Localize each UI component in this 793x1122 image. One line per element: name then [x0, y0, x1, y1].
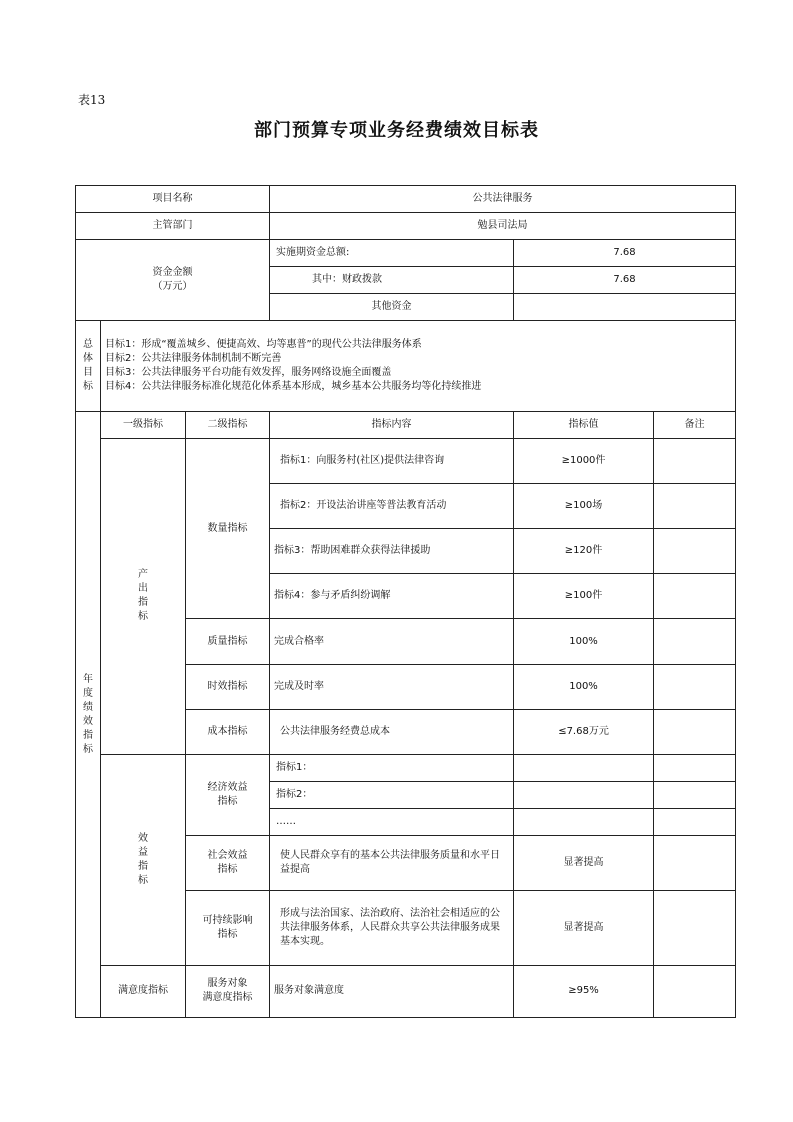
funds-other-label: 其他资金	[270, 294, 514, 321]
indicator-value	[514, 781, 654, 808]
performance-target-table	[75, 185, 736, 1018]
satisfaction-indicator-label: 满意度指标	[101, 965, 186, 1017]
funds-total-label: 实施期资金总额:	[270, 240, 514, 267]
indicator-value: ≥100件	[514, 574, 654, 619]
indicator-content: 指标2：开设法治讲座等普法教育活动	[270, 484, 514, 529]
indicator-content: 指标4：参与矛盾纠纷调解	[270, 574, 514, 619]
table-row	[76, 439, 736, 484]
indicator-value	[514, 754, 654, 781]
indicator-note	[654, 754, 736, 781]
overall-target-item: 目标2：公共法律服务体制机制不断完善	[105, 353, 282, 365]
indicator-note	[654, 664, 736, 709]
project-name-value: 公共法律服务	[270, 186, 736, 213]
timeliness-indicator-label: 时效指标	[186, 664, 270, 709]
overall-target-item: 目标1：形成“覆盖城乡、便捷高效、均等惠普”的现代公共法律服务体系	[105, 339, 422, 351]
header-level1: 一级指标	[101, 412, 186, 439]
social-label-line1: 社会效益	[207, 849, 248, 861]
funds-fiscal-label: 其中：财政拨款	[270, 267, 514, 294]
indicator-note	[654, 890, 736, 965]
table-number: 表13	[78, 93, 106, 107]
social-label-line2: 指标	[217, 863, 238, 875]
indicator-value	[514, 808, 654, 835]
funds-fiscal-value: 7.68	[514, 267, 736, 294]
project-name-row	[76, 186, 736, 213]
indicator-note	[654, 965, 736, 1017]
overall-label-char: 目	[83, 367, 93, 379]
indicator-content: 服务对象满意度	[270, 965, 514, 1017]
table-row	[76, 754, 736, 781]
indicator-content: 指标1：向服务村(社区)提供法律咨询	[270, 439, 514, 484]
annual-label-char: 度	[83, 687, 93, 699]
indicator-value: ≥100场	[514, 484, 654, 529]
economic-indicator-label	[186, 754, 270, 835]
indicator-content: ……	[270, 808, 514, 835]
indicator-value: 显著提高	[514, 835, 654, 890]
header-content: 指标内容	[270, 412, 514, 439]
header-level2: 二级指标	[186, 412, 270, 439]
overall-label-char: 标	[83, 381, 93, 393]
indicator-value: ≥95%	[514, 965, 654, 1017]
indicator-note	[654, 619, 736, 664]
service-satisfaction-line2: 满意度指标	[202, 992, 253, 1004]
sustainability-label-line2: 指标	[217, 928, 238, 940]
annual-label-char: 标	[83, 743, 93, 755]
output-label-char: 产	[138, 569, 148, 581]
page-title: 部门预算专项业务经费绩效目标表	[254, 120, 539, 141]
indicator-content: 使人民群众享有的基本公共法律服务质量和水平日益提高	[270, 835, 514, 890]
funds-total-value: 7.68	[514, 240, 736, 267]
funds-label	[76, 240, 270, 321]
quality-indicator-label: 质量指标	[186, 619, 270, 664]
indicator-content: 公共法律服务经费总成本	[270, 709, 514, 754]
department-row	[76, 213, 736, 240]
overall-targets-list	[101, 321, 736, 412]
indicator-value: 100%	[514, 619, 654, 664]
annual-label-char: 年	[83, 673, 93, 685]
output-label-char: 指	[138, 597, 148, 609]
indicator-value: 100%	[514, 664, 654, 709]
funds-label-line2: （万元）	[152, 281, 193, 293]
header-note: 备注	[654, 412, 736, 439]
overall-targets-row	[76, 321, 736, 412]
funds-total-row	[76, 240, 736, 267]
overall-targets-label	[76, 321, 101, 412]
sustainability-label-line1: 可持续影响	[202, 914, 253, 926]
indicator-note	[654, 835, 736, 890]
indicator-content: 形成与法治国家、法治政府、法治社会相适应的公共法律服务体系，人民群众共享公共法律服务成果基本实现。	[270, 890, 514, 965]
indicator-content: 指标1：	[270, 754, 514, 781]
funds-other-value	[514, 294, 736, 321]
indicator-note	[654, 808, 736, 835]
output-indicators-label	[101, 439, 186, 754]
indicator-content: 指标3：帮助困难群众获得法律援助	[270, 529, 514, 574]
sustainability-indicator-label	[186, 890, 270, 965]
indicator-content: 指标2：	[270, 781, 514, 808]
benefit-indicators-label	[101, 754, 186, 965]
project-name-label: 项目名称	[76, 186, 270, 213]
indicator-header-row	[76, 412, 736, 439]
indicator-note	[654, 484, 736, 529]
service-satisfaction-label	[186, 965, 270, 1017]
annual-label-char: 效	[83, 715, 93, 727]
benefit-label-char: 效	[138, 832, 148, 844]
indicator-value: ≥120件	[514, 529, 654, 574]
annual-label-char: 绩	[83, 701, 93, 713]
department-value: 勉县司法局	[270, 213, 736, 240]
indicator-value: ≤7.68万元	[514, 709, 654, 754]
benefit-label-char: 标	[138, 874, 148, 886]
benefit-label-char: 益	[138, 846, 148, 858]
header-value: 指标值	[514, 412, 654, 439]
indicator-value: 显著提高	[514, 890, 654, 965]
indicator-note	[654, 529, 736, 574]
quantity-indicator-label: 数量指标	[186, 439, 270, 619]
overall-label-char: 总	[83, 339, 93, 351]
indicator-content: 完成合格率	[270, 619, 514, 664]
overall-label-char: 体	[83, 353, 93, 365]
economic-label-line2: 指标	[217, 795, 238, 807]
department-label: 主管部门	[76, 213, 270, 240]
annual-label-char: 指	[83, 729, 93, 741]
economic-label-line1: 经济效益	[207, 781, 248, 793]
output-label-char: 出	[138, 583, 148, 595]
funds-label-line1: 资金金额	[152, 267, 193, 279]
output-label-char: 标	[138, 611, 148, 623]
overall-target-item: 目标4：公共法律服务标准化规范化体系基本形成，城乡基本公共服务均等化持续推进	[105, 381, 482, 393]
indicator-note	[654, 781, 736, 808]
indicator-value: ≥1000件	[514, 439, 654, 484]
indicator-content: 完成及时率	[270, 664, 514, 709]
overall-target-item: 目标3：公共法律服务平台功能有效发挥，服务网络设施全面覆盖	[105, 367, 392, 379]
annual-indicators-label	[76, 412, 101, 1018]
indicator-note	[654, 439, 736, 484]
service-satisfaction-line1: 服务对象	[207, 978, 248, 990]
benefit-label-char: 指	[138, 860, 148, 872]
table-row	[76, 965, 736, 1017]
indicator-note	[654, 709, 736, 754]
social-indicator-label	[186, 835, 270, 890]
cost-indicator-label: 成本指标	[186, 709, 270, 754]
indicator-note	[654, 574, 736, 619]
